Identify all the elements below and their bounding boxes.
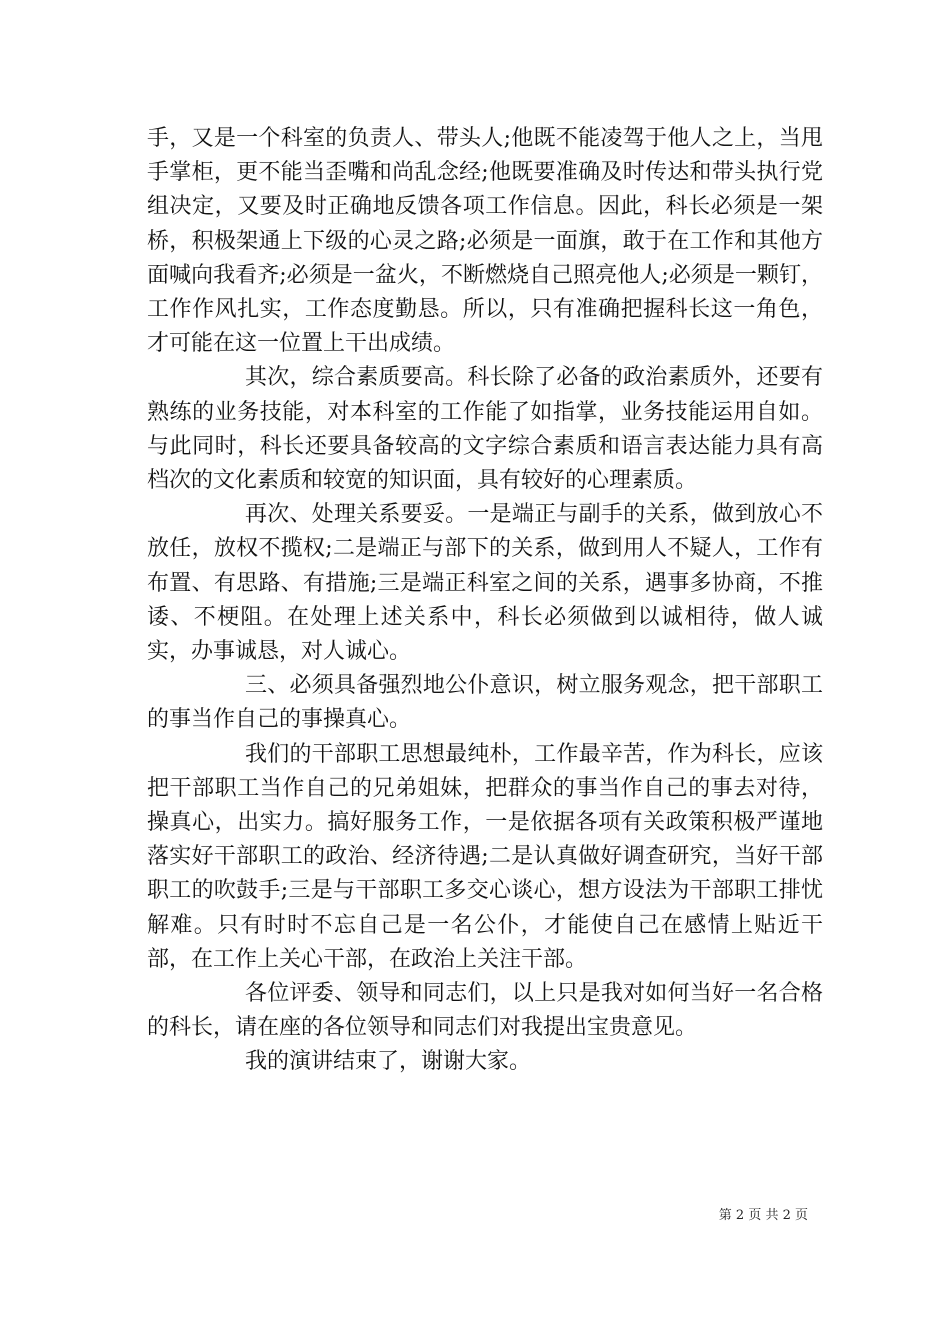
paragraph-section-three-heading: 三、必须具备强烈地公仆意识，树立服务观念，把干部职工的事当作自己的事操真心。 <box>147 673 823 733</box>
paragraph-closing-request: 各位评委、领导和同志们，以上只是我对如何当好一名合格的科长，请在座的各位领导和同志们对我提出宝贵意见。 <box>147 981 823 1041</box>
paragraph-continued: 手，又是一个科室的负责人、带头人;他既不能凌驾于他人之上，当甩手掌柜，更不能当歪嘴和尚乱念经;他既要准确及时传达和带头执行党组决定，又要及时正确地反馈各项工作信息。因此，科长必须是一架桥，积极架通上下级的心灵之路;必须是一面旗，敢于在工作和其他方面喊向我看齐;必须是一盆火，不断燃烧自己照亮他人;必须是一颗钉，工作作风扎实，工作态度勤恳。所以，只有准确把握科长这一角色，才可能在这一位置上干出成绩。 <box>147 126 823 357</box>
paragraph-serving-staff: 我们的干部职工思想最纯朴，工作最辛苦，作为科长，应该把干部职工当作自己的兄弟姐妹，把群众的事当作自己的事去对待，操真心，出实力。搞好服务工作，一是依据各项有关政策积极严谨地落实好干部职工的政治、经济待遇;二是认真做好调查研究，当好干部职工的吹鼓手;三是与干部职工多交心谈心，想方设法为干部职工排忧解难。只有时时不忘自己是一名公仆，才能使自己在感情上贴近干部，在工作上关心干部，在政治上关注干部。 <box>147 741 823 972</box>
paragraph-thanks: 我的演讲结束了，谢谢大家。 <box>245 1049 532 1075</box>
page-number-footer: 第 2 页 共 2 页 <box>718 1208 808 1223</box>
paragraph-comprehensive-quality: 其次，综合素质要高。科长除了必备的政治素质外，还要有熟练的业务技能，对本科室的工作能了如指掌，业务技能运用自如。与此同时，科长还要具备较高的文字综合素质和语言表达能力具有高档次的文化素质和较宽的知识面，具有较好的心理素质。 <box>147 365 823 494</box>
paragraph-handling-relations: 再次、处理关系要妥。一是端正与副手的关系，做到放心不放任，放权不揽权;二是端正与部下的关系，做到用人不疑人，工作有布置、有思路、有措施;三是端正科室之间的关系，遇事多协商，不推诿、不梗阻。在处理上述关系中，科长必须做到以诚相待，做人诚实，办事诚恳，对人诚心。 <box>147 502 823 665</box>
document-body <box>147 122 823 1080</box>
